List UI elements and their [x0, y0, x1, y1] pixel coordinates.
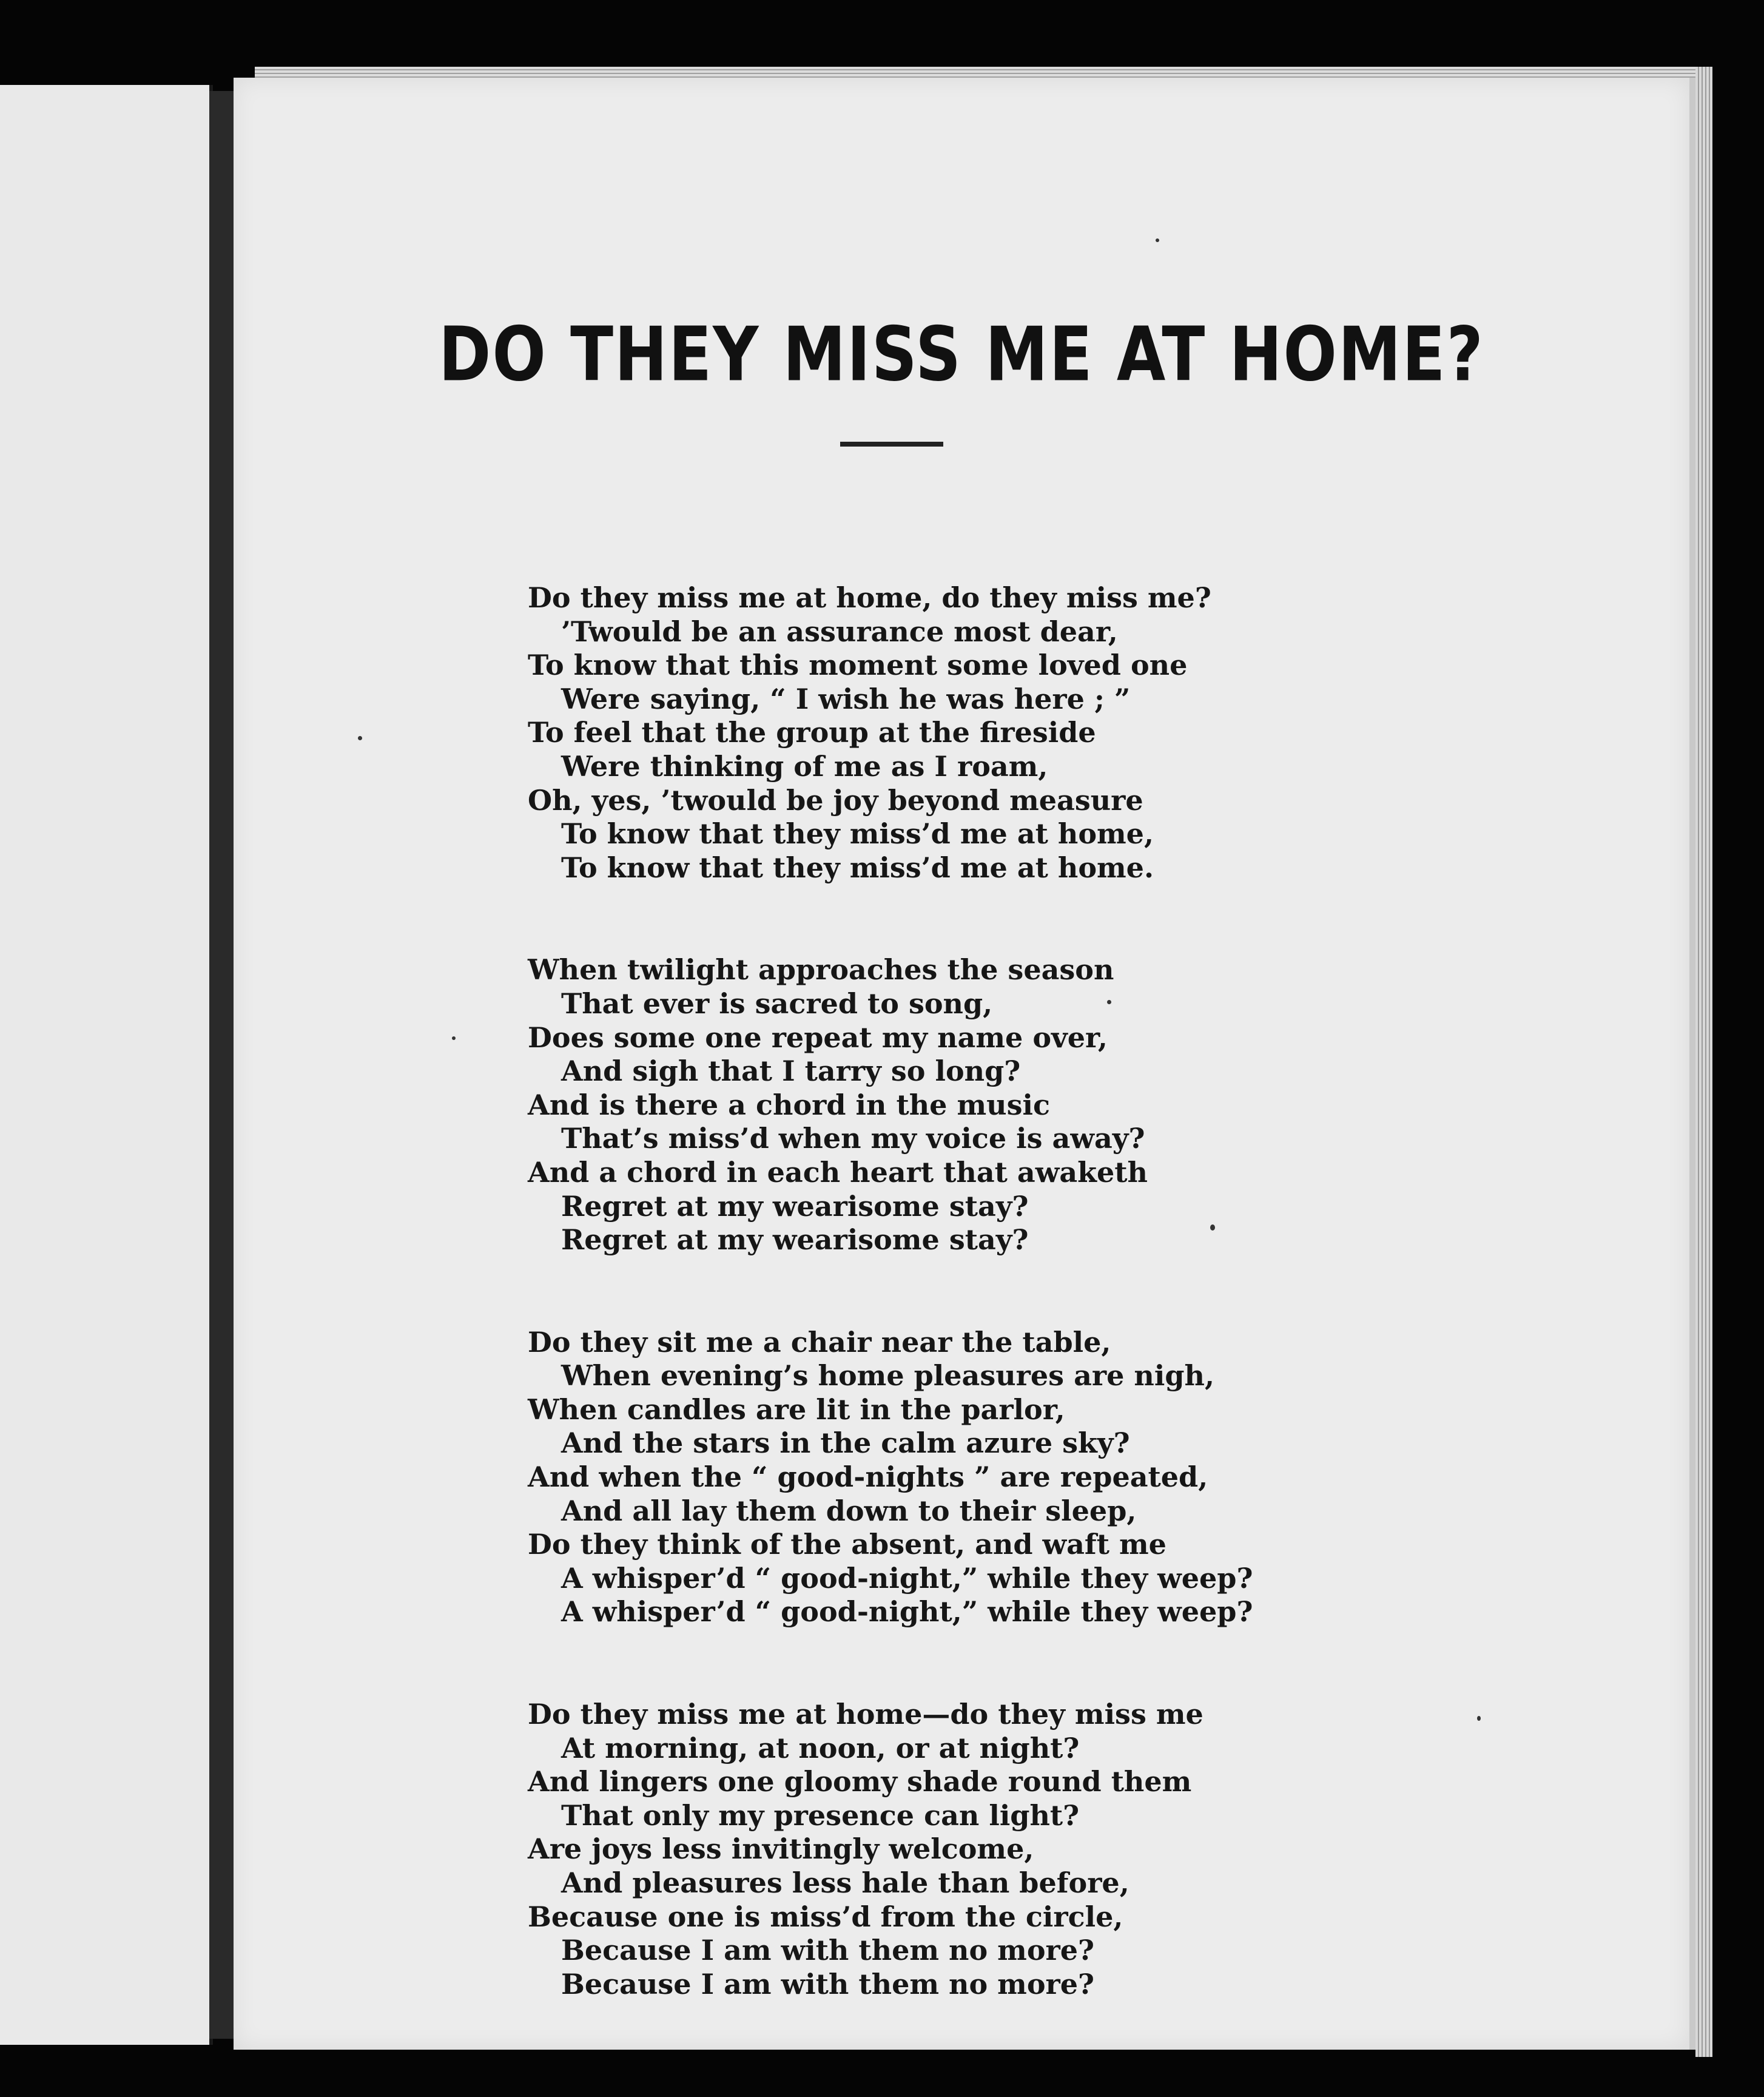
- lyric-line: To know that they miss’d me at home,: [561, 817, 1154, 851]
- print-speck: [1107, 1000, 1111, 1004]
- lyric-line: Does some one repeat my name over,: [528, 1021, 1108, 1054]
- lyric-line: Because I am with them no more?: [561, 1967, 1094, 2001]
- print-speck: [1210, 1224, 1215, 1231]
- lyric-line: Do they sit me a chair near the table,: [528, 1325, 1111, 1359]
- lyric-line: That ever is sacred to song,: [561, 987, 993, 1020]
- lyric-line: To know that they miss’d me at home.: [561, 851, 1154, 884]
- lyric-line: That’s miss’d when my voice is away?: [561, 1122, 1145, 1155]
- lyric-line: Because one is miss’d from the circle,: [528, 1900, 1123, 1933]
- stanza: [528, 953, 1559, 1257]
- title-rule: [840, 442, 943, 447]
- song-page: [234, 78, 1695, 2050]
- lyric-line: Are joys less invitingly welcome,: [528, 1832, 1034, 1866]
- lyric-line: At morning, at noon, or at night?: [561, 1731, 1080, 1764]
- lyric-line: Do they miss me at home—do they miss me: [528, 1698, 1203, 1731]
- lyric-line: And is there a chord in the music: [528, 1088, 1050, 1121]
- page-stack-right-edge: [1695, 67, 1712, 2057]
- song-lyrics: [528, 581, 1559, 2070]
- lyric-line: That only my presence can light?: [561, 1798, 1080, 1832]
- print-speck: [1477, 1716, 1481, 1721]
- book-gutter: [209, 91, 234, 2039]
- lyric-line: And all lay them down to their sleep,: [561, 1494, 1137, 1527]
- lyric-line: When evening’s home pleasures are nigh,: [561, 1359, 1214, 1393]
- lyric-line: When twilight approaches the season: [528, 953, 1114, 987]
- lyric-line: Do they think of the absent, and waft me: [528, 1528, 1166, 1561]
- lyric-line: Do they miss me at home, do they miss me?: [528, 581, 1211, 614]
- lyric-line: Regret at my wearisome stay?: [561, 1223, 1029, 1257]
- print-speck: [1156, 238, 1159, 242]
- lyric-line: And lingers one gloomy shade round them: [528, 1765, 1192, 1798]
- lyric-line: A whisper’d “ good-night,” while they weep?: [561, 1595, 1253, 1629]
- lyric-line: Were saying, “ I wish he was here ; ”: [561, 682, 1131, 715]
- lyric-line: And the stars in the calm azure sky?: [561, 1427, 1130, 1460]
- stanza: [528, 1698, 1559, 2001]
- song-title: DO THEY MISS ME AT HOME?: [439, 311, 1484, 398]
- lyric-line: Regret at my wearisome stay?: [561, 1189, 1029, 1223]
- print-speck: [358, 736, 362, 740]
- lyric-line: Were thinking of me as I roam,: [561, 749, 1048, 783]
- lyric-line: A whisper’d “ good-night,” while they weep?: [561, 1561, 1253, 1595]
- lyric-line: And a chord in each heart that awaketh: [528, 1155, 1148, 1189]
- stanza: [528, 1326, 1559, 1629]
- lyric-line: Oh, yes, ’twould be joy beyond measure: [528, 783, 1143, 817]
- stanza: [528, 581, 1559, 885]
- lyric-line: ’Twould be an assurance most dear,: [561, 615, 1118, 648]
- lyric-line: To know that this moment some loved one: [528, 649, 1188, 682]
- print-speck: [452, 1036, 456, 1040]
- lyric-line: And when the “ good-nights ” are repeated,: [528, 1460, 1208, 1494]
- lyric-line: To feel that the group at the fireside: [528, 716, 1096, 749]
- lyric-line: And pleasures less hale than before,: [561, 1866, 1129, 1899]
- lyric-line: When candles are lit in the parlor,: [528, 1393, 1065, 1426]
- facing-page-edge: [0, 85, 213, 2045]
- lyric-line: Because I am with them no more?: [561, 1934, 1094, 1967]
- lyric-line: And sigh that I tarry so long?: [561, 1055, 1021, 1088]
